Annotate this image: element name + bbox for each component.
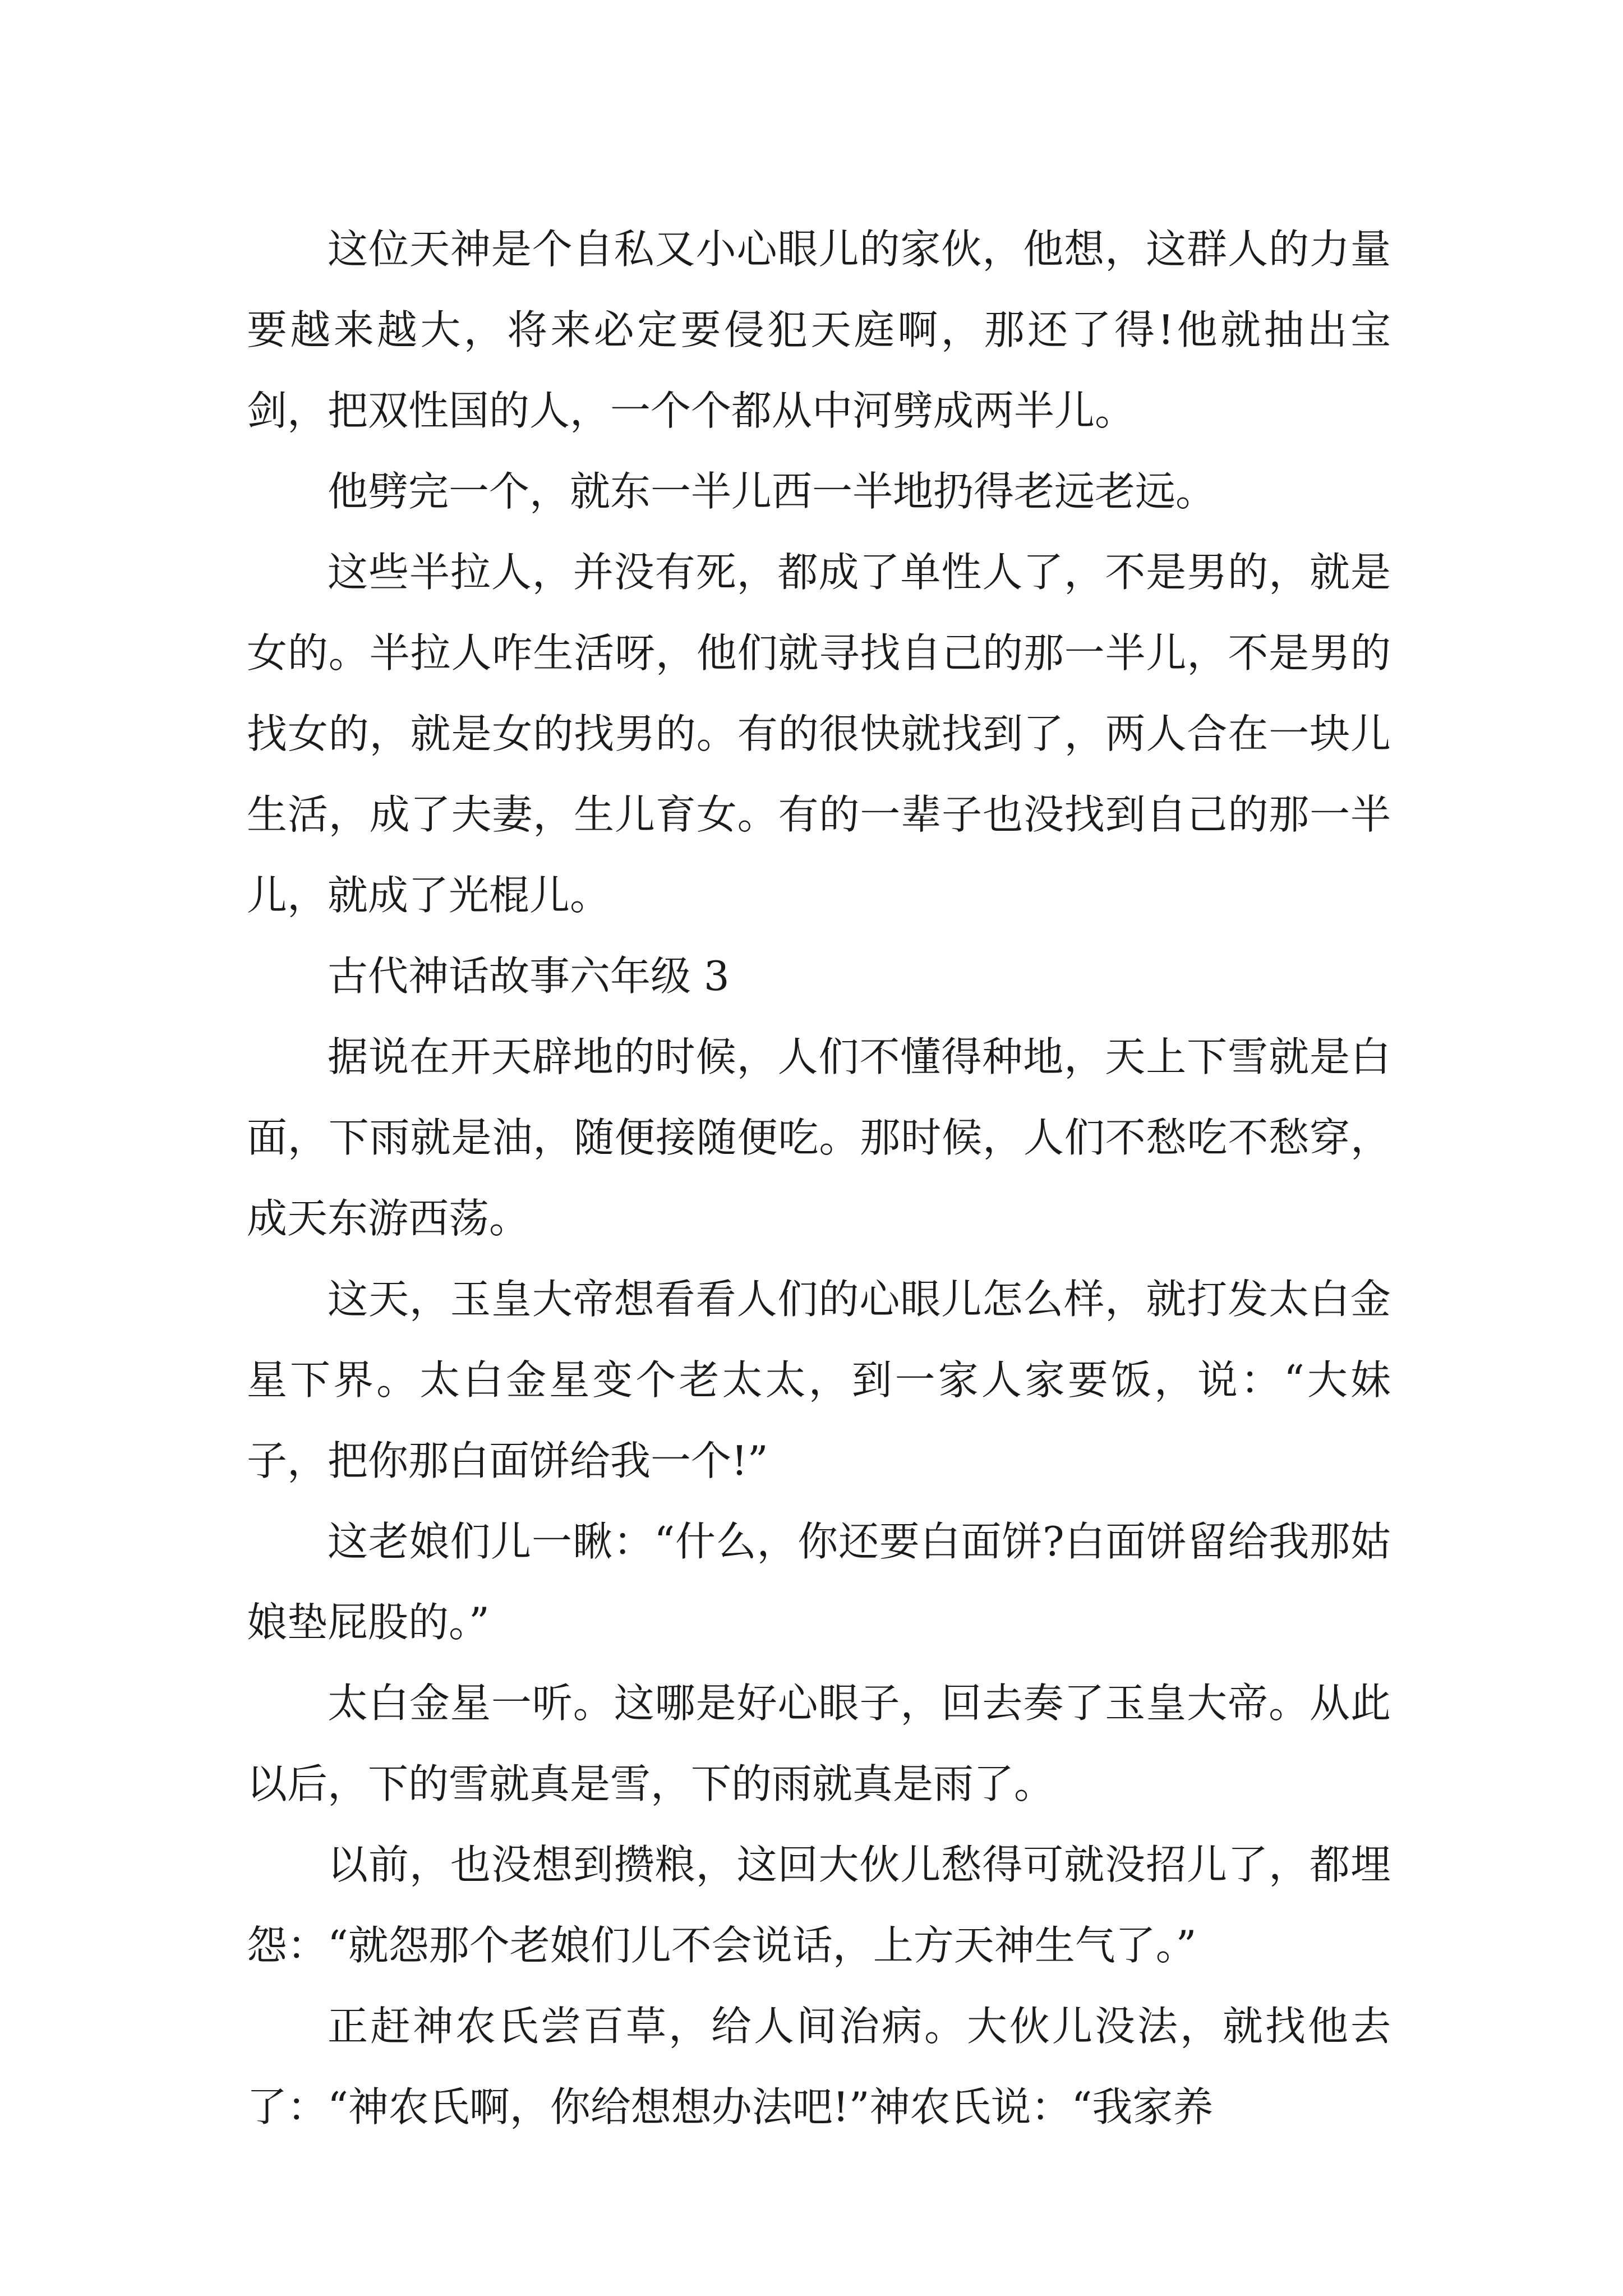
text-body (247, 209, 1391, 2147)
section-heading: 古代神话故事六年级 3 (328, 953, 730, 1000)
paragraph-8: 以前，也没想到攒粮，这回大伙儿愁得可就没招儿了，都埋怨：“就怨那个老娘们儿不会说话，上方天神生气了。” (247, 1841, 1391, 1969)
paragraph-4: 据说在开天辟地的时候，人们不懂得种地，天上下雪就是白面，下雨就是油，随便接随便吃。那时候，人们不愁吃不愁穿，成天东游西荡。 (247, 1033, 1391, 1242)
paragraph-1: 这位天神是个自私又小心眼儿的家伙，他想，这群人的力量要越来越大，将来必定要侵犯天庭啊，那还了得!他就抽出宝剑，把双性国的人，一个个都从中河劈成两半儿。 (247, 226, 1391, 434)
paragraph-9: 正赶神农氏尝百草，给人间治病。大伙儿没法，就找他去了：“神农氏啊，你给想想办法吧!”神农氏说：“我家养 (247, 2003, 1391, 2131)
paragraph-6: 这老娘们儿一瞅：“什么，你还要白面饼?白面饼留给我那姑娘垫屁股的。” (247, 1518, 1391, 1646)
paragraph-3: 这些半拉人，并没有死，都成了单性人了，不是男的，就是女的。半拉人咋生活呀，他们就寻找自己的那一半儿，不是男的找女的，就是女的找男的。有的很快就找到了，两人合在一块儿生活，成了夫妻，生儿育女。有的一辈子也没找到自己的那一半儿，就成了光棍儿。 (247, 549, 1391, 919)
paragraph-7: 太白金星一听。这哪是好心眼子，回去奏了玉皇大帝。从此以后，下的雪就真是雪，下的雨就真是雨了。 (247, 1680, 1391, 1807)
paragraph-5: 这天，玉皇大帝想看看人们的心眼儿怎么样，就打发太白金星下界。太白金星变个老太太，到一家人家要饭，说：“大妹子，把你那白面饼给我一个!” (247, 1276, 1391, 1484)
paragraph-2: 他劈完一个，就东一半儿西一半地扔得老远老远。 (328, 468, 1216, 515)
